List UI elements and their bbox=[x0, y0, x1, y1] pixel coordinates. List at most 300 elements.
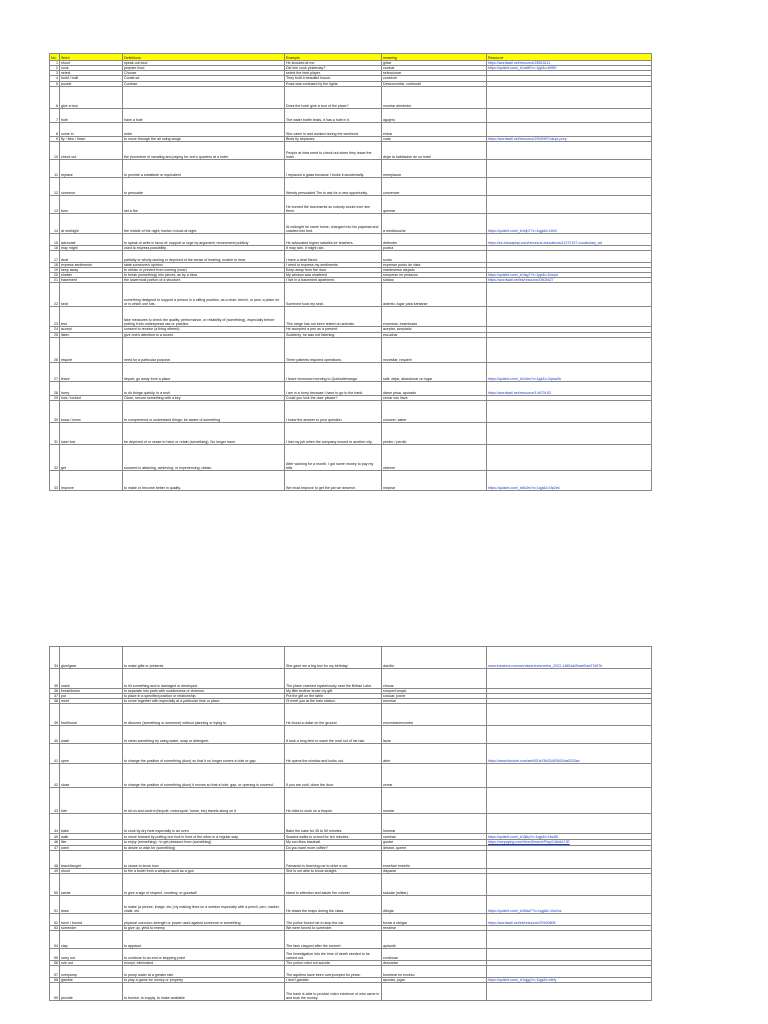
cell-word: carry out bbox=[60, 948, 123, 960]
cell-word: give a tour bbox=[60, 86, 123, 108]
vocabulary-table-page-2 bbox=[49, 646, 651, 1001]
table-row bbox=[50, 177, 652, 195]
table-row bbox=[50, 744, 652, 764]
cell-example: Someone took my seat. bbox=[285, 283, 382, 307]
table-row bbox=[50, 873, 652, 895]
cell-word: meet bbox=[60, 699, 123, 704]
cell-resource[interactable]: https://wordwall.net/es/resource/2804627 bbox=[487, 278, 652, 283]
cell-example: Wendy persuaded Tim to ask for a new opportunity. bbox=[285, 177, 382, 195]
cell-meaning: volar bbox=[382, 136, 487, 141]
vocabulary-table bbox=[49, 53, 652, 491]
cell-definition: to change the position of something (door) it moves so that a hole, gap, or opening is covered. bbox=[123, 764, 285, 788]
cell-number: 26 bbox=[50, 337, 60, 362]
cell-example: It took a long time to wash the mud out of his hair. bbox=[285, 726, 382, 744]
cell-definition: to do things quickly, in a rush bbox=[123, 381, 285, 395]
cell-definition: to cause to know how bbox=[123, 850, 285, 868]
cell-definition: to make or become better in quality. bbox=[123, 470, 285, 490]
cell-meaning: obtener bbox=[382, 444, 487, 470]
table-body bbox=[50, 647, 652, 1001]
cell-word: shout bbox=[60, 61, 123, 66]
cell-number: 55 bbox=[50, 948, 60, 960]
cell-example: At midnight he came home, changed into his pajamas and crawled into bed. bbox=[285, 213, 382, 233]
cell-number: 43 bbox=[50, 788, 60, 814]
cell-number: 4 bbox=[50, 76, 60, 81]
cell-meaning: forzar a obligar bbox=[382, 913, 487, 925]
cell-meaning: mostrar alrededor bbox=[382, 86, 487, 108]
cell-definition: to comprehend or understand things; be aware of something bbox=[123, 400, 285, 422]
cell-resource bbox=[487, 422, 652, 444]
cell-word: find/found bbox=[60, 704, 123, 726]
cell-example: The fans clapped after the concert. bbox=[285, 930, 382, 948]
cell-meaning: sótano bbox=[382, 278, 487, 283]
cell-example: He rides to work on a bicycle. bbox=[285, 788, 382, 814]
cell-resource bbox=[487, 444, 652, 470]
cell-resource[interactable]: https://www.blooket.com/set/620a78b32d53652da6333aa bbox=[487, 744, 652, 764]
cell-word: seat bbox=[60, 283, 123, 307]
cell-word: shatter bbox=[60, 273, 123, 278]
cell-word: walk bbox=[60, 834, 123, 840]
cell-definition: to refrain or prevent from coming (near) bbox=[123, 268, 285, 273]
cell-example: She gave me a big box for my birthday. bbox=[285, 647, 382, 669]
cell-word: may might bbox=[60, 245, 123, 250]
cell-example: The investigation into the time of death needed to be carried out. bbox=[285, 948, 382, 960]
cell-resource[interactable]: https://quizlet.com/_b2vttm?x=1jqt&i=2qmw3s bbox=[487, 362, 652, 381]
cell-example: Keep away from the door. bbox=[285, 268, 382, 273]
cell-example: I need to express my sentiments. bbox=[285, 262, 382, 267]
cell-number: 10 bbox=[50, 141, 60, 159]
cell-definition: to continue to an end or stopping point bbox=[123, 948, 285, 960]
cell-example: I'll meet you at the train station. bbox=[285, 699, 382, 704]
cell-example: Does the hotel give a tour of the place? bbox=[285, 86, 382, 108]
cell-example: She came in and worked during the weekend. bbox=[285, 122, 382, 136]
table-row bbox=[50, 966, 652, 978]
table-row bbox=[50, 913, 652, 925]
cell-example: Put the gift on the table. bbox=[285, 694, 382, 699]
cell-meaning: gustar bbox=[382, 840, 487, 845]
table-row bbox=[50, 141, 652, 159]
cell-meaning: mantenerse alejado bbox=[382, 268, 487, 273]
cell-definition: to persuade bbox=[123, 177, 285, 195]
cell-definition: Close, secure something with a key bbox=[123, 395, 285, 400]
header-word: Word bbox=[60, 54, 123, 61]
cell-definition: to cook by dry heat especially in an oven bbox=[123, 814, 285, 834]
cell-word: gamble bbox=[60, 978, 123, 983]
cell-word: express sentiments bbox=[60, 262, 123, 267]
cell-example: I am in a hurry because I have to go to the bank. bbox=[285, 381, 382, 395]
cell-definition: the procedure of vacating and paying for one's quarters at a hotel. bbox=[123, 141, 285, 159]
cell-word: surrender bbox=[60, 925, 123, 930]
cell-definition: to make (a picture, image, etc.) by making lines on a surface especially with a pencil, pen, marker, chalk, etc. bbox=[123, 895, 285, 913]
cell-meaning: gritar bbox=[382, 61, 487, 66]
cell-meaning: dejar la habitación de un hotel bbox=[382, 141, 487, 159]
cell-word: replace bbox=[60, 159, 123, 177]
cell-definition: to make gifts or presents bbox=[123, 647, 285, 669]
cell-definition bbox=[123, 86, 285, 108]
cell-word: open bbox=[60, 744, 123, 764]
cell-number: 31 bbox=[50, 422, 60, 444]
cell-example: I have a deaf friend. bbox=[285, 250, 382, 262]
cell-word: lock / locked bbox=[60, 395, 123, 400]
cell-definition: set a fire bbox=[123, 195, 285, 213]
cell-word: come in bbox=[60, 122, 123, 136]
cell-word: provide bbox=[60, 983, 123, 1001]
table-row bbox=[50, 108, 652, 122]
cell-word: close bbox=[60, 764, 123, 788]
cell-resource bbox=[487, 141, 652, 159]
cell-definition: need for a particular purpose. bbox=[123, 337, 285, 362]
cell-meaning: enseñar/ enseñó bbox=[382, 850, 487, 868]
cell-meaning: seleccionar bbox=[382, 71, 487, 76]
cell-meaning: reemplazar bbox=[382, 159, 487, 177]
cell-example: I replaced a glass because I broke it accidentally. bbox=[285, 159, 382, 177]
cell-example: He burned the documents so nobody would ever see them. bbox=[285, 195, 382, 213]
cell-definition: to change the position of something (door) so that it no longer covers a hole or gap. bbox=[123, 744, 285, 764]
cell-number: 50 bbox=[50, 873, 60, 895]
table-row bbox=[50, 470, 652, 490]
cell-meaning: abrir bbox=[382, 744, 487, 764]
cell-meaning: dibujar bbox=[382, 895, 487, 913]
cell-resource bbox=[487, 283, 652, 307]
cell-definition: to move forward by putting one foot in front of the other in a regular way. bbox=[123, 834, 285, 840]
cell-meaning: defender bbox=[382, 233, 487, 245]
cell-definition: to give a sign of respect, courtesy, or goodwill bbox=[123, 873, 285, 895]
cell-number: 19 bbox=[50, 268, 60, 273]
cell-definition: give one's attention to a sound. bbox=[123, 332, 285, 337]
cell-example: My son likes baseball. bbox=[285, 840, 382, 845]
cell-resource bbox=[487, 108, 652, 122]
cell-example: Birds fly airplanes bbox=[285, 136, 382, 141]
cell-example: The police forced me to stop the car. bbox=[285, 913, 382, 925]
cell-meaning: darse prisa, apurado bbox=[382, 381, 487, 395]
cell-number: 18 bbox=[50, 262, 60, 267]
cell-meaning: apostar, jugar bbox=[382, 978, 487, 983]
cell-definition: to break (something) into pieces, as by a blow. bbox=[123, 273, 285, 278]
cell-number: 8 bbox=[50, 122, 60, 136]
cell-word: put bbox=[60, 694, 123, 699]
cell-meaning: cerrar bbox=[382, 764, 487, 788]
cell-example: The police ruled out suicide. bbox=[285, 960, 382, 965]
cell-number: 25 bbox=[50, 332, 60, 337]
header-example: Example bbox=[285, 54, 382, 61]
cell-meaning: cerrar con llave bbox=[382, 395, 487, 400]
cell-word: cook bbox=[60, 66, 123, 71]
cell-resource bbox=[487, 788, 652, 814]
table-row bbox=[50, 86, 652, 108]
cell-example: He accepted a pen as a present. bbox=[285, 327, 382, 332]
header-row bbox=[50, 54, 652, 61]
cell-word: want bbox=[60, 845, 123, 850]
cell-definition: prepare food bbox=[123, 66, 285, 71]
cell-example: If you are cold, close the door. bbox=[285, 764, 382, 788]
cell-example: The water bottle leaks, it has a hole in it. bbox=[285, 108, 382, 122]
cell-definition: to pump water at a greater rate bbox=[123, 966, 285, 978]
cell-example: He found a dollar on the ground bbox=[285, 704, 382, 726]
cell-word: give/gave bbox=[60, 647, 123, 669]
header-definitions: Definitions bbox=[123, 54, 285, 61]
cell-number: 11 bbox=[50, 159, 60, 177]
table-row bbox=[50, 788, 652, 814]
cell-resource[interactable]: https://wordwall.net/resource/14670163 bbox=[487, 381, 652, 395]
cell-resource[interactable]: https://quizlet.com/_b1lj8q?x=1qgt&i=1iw48l bbox=[487, 834, 652, 840]
cell-definition: to provide a substitute or equivalent bbox=[123, 159, 285, 177]
cell-definition: to hit something and is damaged or destroyed. bbox=[123, 669, 285, 689]
cell-resource bbox=[487, 966, 652, 978]
cell-number: 45 bbox=[50, 834, 60, 840]
cell-word: require bbox=[60, 337, 123, 362]
cell-example: I lost my job when the company moved to another city. bbox=[285, 422, 382, 444]
cell-resource[interactable]: https://es.educaplay.com/recursos-educativos/11372157-vocabulary_ad bbox=[487, 233, 652, 245]
cell-number: 28 bbox=[50, 381, 60, 395]
cell-definition: succeed in attaining, achieving, or experiencing; obtain. bbox=[123, 444, 285, 470]
cell-number: 56 bbox=[50, 960, 60, 965]
table-row bbox=[50, 233, 652, 245]
cell-definition: to furnish, to supply, to make available bbox=[123, 983, 285, 1001]
cell-example: Fernando is teaching me to drive a car. bbox=[285, 850, 382, 868]
cell-meaning: expresar punto de vista bbox=[382, 262, 487, 267]
cell-number: 51 bbox=[50, 895, 60, 913]
cell-word: select bbox=[60, 71, 123, 76]
cell-word: convince bbox=[60, 177, 123, 195]
cell-meaning: sordo bbox=[382, 250, 487, 262]
cell-word: force / forced bbox=[60, 913, 123, 925]
table-row bbox=[50, 122, 652, 136]
cell-word: draw bbox=[60, 895, 123, 913]
cell-word: keep away bbox=[60, 268, 123, 273]
table-row bbox=[50, 422, 652, 444]
cell-number: 40 bbox=[50, 726, 60, 744]
cell-number: 29 bbox=[50, 395, 60, 400]
table-row bbox=[50, 669, 652, 689]
cell-number: 49 bbox=[50, 868, 60, 873]
cell-example: Rosa was confused by the lights. bbox=[285, 81, 382, 86]
cell-meaning: disparar bbox=[382, 868, 487, 873]
cell-definition: except, eliminated bbox=[123, 960, 285, 965]
cell-meaning: construir bbox=[382, 76, 487, 81]
cell-resource[interactable]: https://mepaying.com/WordSearch/Play/OAb6A7JE bbox=[487, 840, 652, 845]
header-no: No. bbox=[50, 54, 60, 61]
cell-number: 58 bbox=[50, 978, 60, 983]
cell-definition: to play a game for money or property bbox=[123, 978, 285, 983]
cell-word: advocate bbox=[60, 233, 123, 245]
cell-meaning: conocer, saber bbox=[382, 400, 487, 422]
cell-resource bbox=[487, 195, 652, 213]
cell-word: check out bbox=[60, 141, 123, 159]
cell-meaning: necesitar, requerir bbox=[382, 337, 487, 362]
cell-number: 57 bbox=[50, 966, 60, 978]
cell-resource[interactable]: https://quizlet.com/_b1lsg7?x=1jqt&i=1bxysr bbox=[487, 273, 652, 278]
cell-meaning: dar/dió bbox=[382, 647, 487, 669]
cell-word: ride bbox=[60, 788, 123, 814]
cell-definition: enter bbox=[123, 122, 285, 136]
cell-resource bbox=[487, 764, 652, 788]
cell-number: 27 bbox=[50, 362, 60, 381]
cell-meaning: mejorar bbox=[382, 470, 487, 490]
cell-word: leave bbox=[60, 362, 123, 381]
table-row bbox=[50, 337, 652, 362]
table-row bbox=[50, 159, 652, 177]
table-row bbox=[50, 948, 652, 960]
cell-meaning: aceptar, aceptado bbox=[382, 327, 487, 332]
cell-example: I live in a basement apartment. bbox=[285, 278, 382, 283]
cell-word: puzzle bbox=[60, 81, 123, 86]
table-row bbox=[50, 764, 652, 788]
cell-definition: speak out loud bbox=[123, 61, 285, 66]
cell-meaning: romperse en pedazos bbox=[382, 273, 487, 278]
cell-meaning: Desconcertar, confundir bbox=[382, 81, 487, 86]
cell-meaning: aplaudir bbox=[382, 930, 487, 948]
cell-resource[interactable]: https://quizlet.com/_b1wt8f?x=1jqt&i=4tf9l9 bbox=[487, 66, 652, 71]
cell-definition: to enjoy (something) : to get pleasure from (something) bbox=[123, 840, 285, 845]
cell-number: 36 bbox=[50, 689, 60, 694]
cell-number: 37 bbox=[50, 694, 60, 699]
table-row bbox=[50, 213, 652, 233]
cell-number: 24 bbox=[50, 327, 60, 332]
table-row bbox=[50, 983, 652, 1001]
cell-definition: to discover (something or someone) without planning or trying to bbox=[123, 704, 285, 726]
cell-word: break/broke bbox=[60, 689, 123, 694]
table-row bbox=[50, 930, 652, 948]
cell-resource[interactable]: https://wordwall.net/es/resource/29150808 bbox=[487, 913, 652, 925]
cell-resource bbox=[487, 669, 652, 689]
cell-resource bbox=[487, 814, 652, 834]
cell-resource bbox=[487, 177, 652, 195]
cell-example: He shouted at me. bbox=[285, 61, 382, 66]
cell-example: We were forced to surrender. bbox=[285, 925, 382, 930]
cell-definition: something designed to support a person in a sitting position, as a chair, bench, or pew; a place on or in which one sits. bbox=[123, 283, 285, 307]
cell-resource bbox=[487, 983, 652, 1001]
cell-definition: Construct bbox=[123, 76, 285, 81]
cell-meaning: desear, querer bbox=[382, 845, 487, 850]
cell-meaning: descartar bbox=[382, 960, 487, 965]
cell-meaning: romper/rompió bbox=[382, 689, 487, 694]
cell-definition: to separate into parts with suddenness or violence. bbox=[123, 689, 285, 694]
cell-definition: Choose bbox=[123, 71, 285, 76]
cell-resource[interactable]: https://quizlet.com/_b1kjgg?x=1qgt&i=vfefy bbox=[487, 978, 652, 983]
cell-example: The plane crashed mysteriously near the Brittan Lake. bbox=[285, 669, 382, 689]
cell-number: 13 bbox=[50, 195, 60, 213]
cell-resource bbox=[487, 930, 652, 948]
cell-number: 17 bbox=[50, 250, 60, 262]
cell-word: salute bbox=[60, 873, 123, 895]
cell-resource[interactable]: https://wordwall.net/resource/2949497/ukupi-prep bbox=[487, 136, 652, 141]
cell-example: He opens the window and looks out. bbox=[285, 744, 382, 764]
cell-number: 23 bbox=[50, 307, 60, 327]
cell-definition: to place in a specified position or relationship. bbox=[123, 694, 285, 699]
cell-example: Do you want more coffee? bbox=[285, 845, 382, 850]
table-row bbox=[50, 250, 652, 262]
cell-resource[interactable]: https://quizlet.com/_b45da7?x=1qgt&i=1hs2oz bbox=[487, 895, 652, 913]
cell-example: My window was shattered bbox=[285, 273, 382, 278]
cell-resource bbox=[487, 122, 652, 136]
cell-meaning: lavar bbox=[382, 726, 487, 744]
cell-number: 30 bbox=[50, 400, 60, 422]
cell-meaning: a medianoche bbox=[382, 213, 487, 233]
cell-number: 12 bbox=[50, 177, 60, 195]
cell-word: at midnight bbox=[60, 213, 123, 233]
vocabulary-table-page-1 bbox=[49, 53, 651, 491]
cell-word: build / built bbox=[60, 76, 123, 81]
cell-meaning: podría bbox=[382, 245, 487, 250]
cell-number: 52 bbox=[50, 913, 60, 925]
cell-resource bbox=[487, 873, 652, 895]
cell-example: Suddenly, he was not listening. bbox=[285, 332, 382, 337]
cell-word: accept bbox=[60, 327, 123, 332]
cell-resource bbox=[487, 704, 652, 726]
cell-number: 16 bbox=[50, 245, 60, 250]
cell-number: 33 bbox=[50, 470, 60, 490]
cell-number: 44 bbox=[50, 814, 60, 834]
table-row bbox=[50, 307, 652, 327]
cell-meaning: reunirse bbox=[382, 699, 487, 704]
cell-meaning: asiento, lugar para sentarse bbox=[382, 283, 487, 307]
cell-number: 34 bbox=[50, 647, 60, 669]
cell-example: stand to attention and salute the colonel bbox=[285, 873, 382, 895]
cell-definition: have a hole bbox=[123, 108, 285, 122]
cell-word: hurry bbox=[60, 381, 123, 395]
cell-number: 15 bbox=[50, 233, 60, 245]
cell-resource[interactable]: https://quizlet.com/_b8s3m?x=1qgt&i=1fp2ek bbox=[487, 470, 652, 490]
table-body bbox=[50, 61, 652, 491]
cell-number: 59 bbox=[50, 983, 60, 1001]
cell-meaning: perder / perdió bbox=[382, 422, 487, 444]
cell-number: 53 bbox=[50, 925, 60, 930]
cell-word: crash bbox=[60, 669, 123, 689]
cell-number: 41 bbox=[50, 744, 60, 764]
cell-example: He advocated higher salaries for teachers. bbox=[285, 233, 382, 245]
cell-resource bbox=[487, 86, 652, 108]
cell-meaning: convencer bbox=[382, 177, 487, 195]
cell-meaning: hornear bbox=[382, 814, 487, 834]
header-resource: Resource bbox=[487, 54, 652, 61]
cell-meaning bbox=[382, 983, 487, 1001]
cell-meaning: examinar, examinado bbox=[382, 307, 487, 327]
header-meaning: meaning bbox=[382, 54, 487, 61]
cell-meaning: chocar bbox=[382, 669, 487, 689]
cell-resource[interactable]: https://quizlet.com/_b1kjh7?x=1qgt&i=18h3 bbox=[487, 213, 652, 233]
cell-definition: to fire a bullet from a weapon such as a gun bbox=[123, 868, 285, 873]
cell-resource bbox=[487, 726, 652, 744]
cell-example: She is not able to shoot straight. bbox=[285, 868, 382, 873]
cell-resource[interactable]: www.eduxima.com/wordsearches/verbs_2022-14854af2baef0ae27d57b bbox=[487, 647, 652, 669]
cell-definition: to speak or write in favor of; support or urge by argument; recommend publicly bbox=[123, 233, 285, 245]
cell-number: 7 bbox=[50, 108, 60, 122]
cell-resource[interactable]: https://wordwall.net/resource/28515111 bbox=[487, 61, 652, 66]
cell-meaning: agujero bbox=[382, 108, 487, 122]
table-row bbox=[50, 283, 652, 307]
cell-word: deaf bbox=[60, 250, 123, 262]
cell-definition: to sit on and control (bicycle, motorcycle, horse, etc) travels along on it bbox=[123, 788, 285, 814]
cell-example: This range has not been tested on animals. bbox=[285, 307, 382, 327]
cell-example: Susana walks to school for ten minutes. bbox=[285, 834, 382, 840]
cell-number: 46 bbox=[50, 840, 60, 845]
cell-example: The aquifers have been overpumped for years. bbox=[285, 966, 382, 978]
cell-meaning: entrar bbox=[382, 122, 487, 136]
cell-example: It may rain. It might rain. bbox=[285, 245, 382, 250]
table-row bbox=[50, 647, 652, 669]
cell-definition: to give up, yield to enemy bbox=[123, 925, 285, 930]
cell-meaning: escuchar bbox=[382, 332, 487, 337]
cell-number: 42 bbox=[50, 764, 60, 788]
cell-number: 6 bbox=[50, 86, 60, 108]
cell-definition: the middle of the night; twelve o'clock at night. bbox=[123, 213, 285, 233]
cell-number: 1 bbox=[50, 61, 60, 66]
cell-word: clap bbox=[60, 930, 123, 948]
cell-word: listen bbox=[60, 332, 123, 337]
cell-definition: physical coercion; strength or power used against someone or something bbox=[123, 913, 285, 925]
cell-example: I knew the answer to your question. bbox=[285, 400, 382, 422]
cell-example: Could you lock the door please? bbox=[285, 395, 382, 400]
cell-definition: to move through the air using wings bbox=[123, 136, 285, 141]
